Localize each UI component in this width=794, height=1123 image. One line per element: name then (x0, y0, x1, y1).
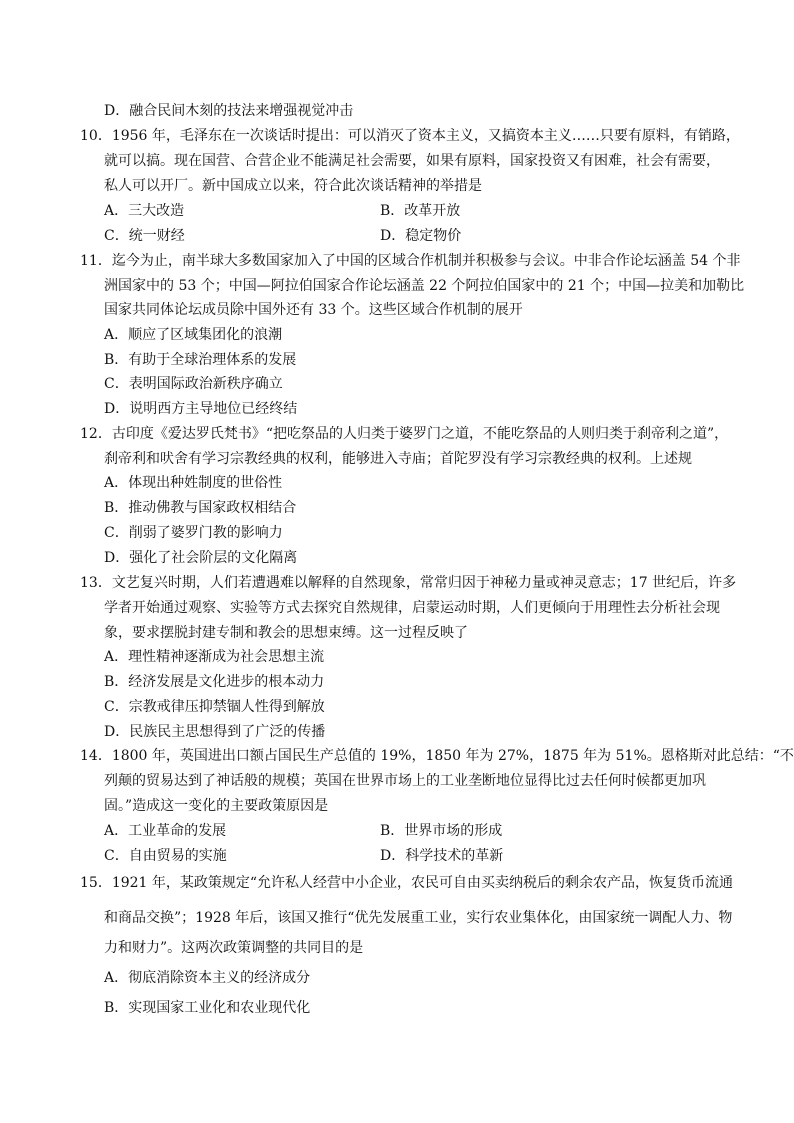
option-b: B．经济发展是文化进步的根本动力 (104, 674, 325, 690)
option-b: B．改革开放 (380, 203, 461, 219)
question-10-stem-line: 10．1956 年，毛泽东在一次谈话时提出：可以消灭了资本主义，又搞资本主义……只要有原料，有销路， (80, 128, 740, 144)
question-15-stem-line: 力和财力”。这两次政策调整的共同目的是 (104, 940, 364, 956)
question-10-stem-line: 就可以搞。现在国营、合营企业不能满足社会需要，如果有原料，国家投资又有困难，社会有需要， (104, 153, 720, 169)
option-c: C．削弱了婆罗门教的影响力 (104, 525, 283, 541)
question-14-stem-line: 14．1800 年，英国进出口额占国民生产总值的 19%，1850 年为 27%，1875 年为 51%。恩格斯对此总结：“不 (80, 748, 794, 764)
question-13-stem-line: 13．文艺复兴时期，人们若遭遇难以解释的自然现象，常常归因于神秘力量或神灵意志；17 世纪后，许多 (80, 575, 737, 591)
question-14-stem-line: 固。”造成这一变化的主要政策原因是 (104, 798, 329, 814)
option-c: C．统一财经 (104, 228, 185, 244)
question-11-stem-line: 国家共同体论坛成员除中国外还有 33 个。这些区域合作机制的展开 (104, 302, 523, 318)
question-10-stem-line: 私人可以开厂。新中国成立以来，符合此次谈话精神的举措是 (104, 178, 482, 194)
option-d: D．融合民间木刻的技法来增强视觉冲击 (104, 103, 354, 119)
question-13-stem-line: 象，要求摆脱封建专制和教会的思想束缚。这一过程反映了 (104, 625, 468, 641)
option-b: B．实现国家工业化和农业现代化 (104, 1000, 311, 1016)
option-a: A．三大改造 (104, 203, 185, 219)
option-d: D．强化了社会阶层的文化隔离 (104, 550, 298, 566)
option-d: D．稳定物价 (380, 228, 462, 244)
question-13-stem-line: 学者开始通过观察、实验等方式去探究自然规律，启蒙运动时期，人们更倾向于用理性去分析社会现 (104, 600, 720, 616)
question-15-stem-line: 和商品交换”；1928 年后，该国又推行“优先发展重工业，实行农业集体化，由国家统一调配人力、物 (104, 910, 733, 926)
question-11-stem-line: 11．迄今为止，南半球大多数国家加入了中国的区域合作机制并积极参与会议。中非合作论坛涵盖 54 个非 (80, 253, 741, 269)
option-b: B．有助于全球治理体系的发展 (104, 352, 297, 368)
option-c: C．宗教戒律压抑禁锢人性得到解放 (104, 699, 325, 715)
question-14-stem-line: 列颠的贸易达到了神话般的规模；英国在世界市场上的工业垄断地位显得比过去任何时候都更加巩 (104, 773, 706, 789)
option-c: C．自由贸易的实施 (104, 848, 227, 864)
option-b: B．世界市场的形成 (380, 823, 503, 839)
option-b: B．推动佛教与国家政权相结合 (104, 500, 297, 516)
question-12-stem-line: 12．古印度《爱达罗氏梵书》“把吃祭品的人归类于婆罗门之道，不能吃祭品的人则归类于刹帝利之道”， (80, 426, 729, 442)
option-d: D．民族民主思想得到了广泛的传播 (104, 724, 326, 740)
option-d: D．说明西方主导地位已经终结 (104, 401, 298, 417)
option-a: A．顺应了区域集团化的浪潮 (104, 327, 283, 343)
option-c: C．表明国际政治新秩序确立 (104, 376, 283, 392)
option-a: A．工业革命的发展 (104, 823, 227, 839)
option-a: A．体现出种姓制度的世俗性 (104, 475, 283, 491)
question-15-stem-line: 15．1921 年，某政策规定“允许私人经营中小企业，农民可自由买卖纳税后的剩余农产品，恢复货币流通 (80, 875, 734, 891)
question-11-stem-line: 洲国家中的 53 个；中国—阿拉伯国家合作论坛涵盖 22 个阿拉伯国家中的 21 个；中国—拉美和加勒比 (104, 278, 745, 294)
option-a: A．彻底消除资本主义的经济成分 (104, 970, 311, 986)
option-d: D．科学技术的革新 (380, 848, 504, 864)
option-a: A．理性精神逐渐成为社会思想主流 (104, 649, 325, 665)
question-12-stem-line: 刹帝利和吠舍有学习宗教经典的权利，能够进入寺庙；首陀罗没有学习宗教经典的权利。上述规 (104, 451, 692, 467)
